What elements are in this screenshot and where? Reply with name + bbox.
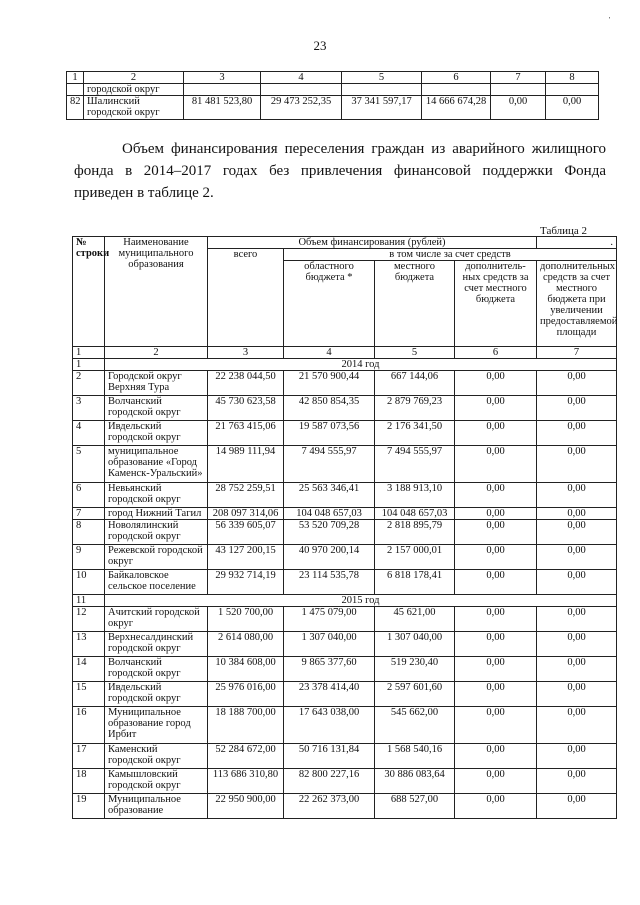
cell-mest: 519 230,40 bbox=[375, 657, 455, 682]
table-1-header-row bbox=[67, 72, 599, 84]
cell-obl: 42 850 854,35 bbox=[284, 396, 375, 421]
table-row bbox=[73, 607, 617, 632]
cell-mest: 667 144,06 bbox=[375, 371, 455, 396]
cell-dop2: 0,00 bbox=[537, 446, 617, 483]
cell-dop: 0,00 bbox=[455, 371, 537, 396]
cell-name: Каменский городской округ bbox=[105, 744, 208, 769]
cell-dop2: 0,00 bbox=[537, 371, 617, 396]
table-row bbox=[73, 707, 617, 744]
cell-total: 10 384 608,00 bbox=[208, 657, 284, 682]
cell-obl: 53 520 709,28 bbox=[284, 520, 375, 545]
cell-num: 7 bbox=[73, 508, 105, 520]
col-num: 7 bbox=[537, 347, 617, 359]
cell-total: 208 097 314,06 bbox=[208, 508, 284, 520]
cell-obl: 40 970 200,14 bbox=[284, 545, 375, 570]
cell-mest: 545 662,00 bbox=[375, 707, 455, 744]
cell-num: 15 bbox=[73, 682, 105, 707]
header-dot: . bbox=[537, 237, 617, 249]
cell-name: Ивдельский городской округ bbox=[105, 682, 208, 707]
cell-dop: 0,00 bbox=[455, 632, 537, 657]
cell-mest: 688 527,00 bbox=[375, 794, 455, 819]
cell-value: 14 666 674,28 bbox=[422, 96, 491, 120]
table-row bbox=[73, 794, 617, 819]
cell-dop: 0,00 bbox=[455, 520, 537, 545]
cell-mest: 2 597 601,60 bbox=[375, 682, 455, 707]
cell-total: 21 763 415,06 bbox=[208, 421, 284, 446]
cell-obl: 1 475 079,00 bbox=[284, 607, 375, 632]
cell-num: 3 bbox=[73, 396, 105, 421]
header-mest: местного бюджета bbox=[375, 261, 455, 347]
cell-mest: 2 157 000,01 bbox=[375, 545, 455, 570]
cell-name: Ачитский городской округ bbox=[105, 607, 208, 632]
cell-obl: 104 048 657,03 bbox=[284, 508, 375, 520]
cell-obl: 23 114 535,78 bbox=[284, 570, 375, 595]
cell-dop2: 0,00 bbox=[537, 545, 617, 570]
table-1-continuation bbox=[66, 71, 599, 120]
cell-num: 6 bbox=[73, 483, 105, 508]
cell-total: 43 127 200,15 bbox=[208, 545, 284, 570]
cell-dop: 0,00 bbox=[455, 396, 537, 421]
cell-dop: 0,00 bbox=[455, 682, 537, 707]
cell-num: 10 bbox=[73, 570, 105, 595]
cell-dop: 0,00 bbox=[455, 508, 537, 520]
table-row bbox=[73, 682, 617, 707]
cell-dop2: 0,00 bbox=[537, 744, 617, 769]
cell-obl: 22 262 373,00 bbox=[284, 794, 375, 819]
cell-name: Камышловский городской округ bbox=[105, 769, 208, 794]
cell-total: 52 284 672,00 bbox=[208, 744, 284, 769]
cell-obl: 19 587 073,56 bbox=[284, 421, 375, 446]
col-num: 5 bbox=[375, 347, 455, 359]
cell-dop2: 0,00 bbox=[537, 682, 617, 707]
cell-total: 28 752 259,51 bbox=[208, 483, 284, 508]
cell-obl: 1 307 040,00 bbox=[284, 632, 375, 657]
table-row bbox=[73, 545, 617, 570]
cell-total: 2 614 080,00 bbox=[208, 632, 284, 657]
cell-value: 29 473 252,35 bbox=[261, 96, 342, 120]
cell-value: 0,00 bbox=[491, 96, 546, 120]
col-num: 4 bbox=[284, 347, 375, 359]
col-num: 2 bbox=[105, 347, 208, 359]
cell-obl: 21 570 900,44 bbox=[284, 371, 375, 396]
table-row bbox=[67, 84, 599, 96]
cell-dop: 0,00 bbox=[455, 707, 537, 744]
cell-total: 22 238 044,50 bbox=[208, 371, 284, 396]
col-num: 1 bbox=[67, 72, 84, 84]
cell-total: 1 520 700,00 bbox=[208, 607, 284, 632]
cell-total: 18 188 700,00 bbox=[208, 707, 284, 744]
cell-dop: 0,00 bbox=[455, 607, 537, 632]
cell-mest: 7 494 555,97 bbox=[375, 446, 455, 483]
header-incl: в том числе за счет средств bbox=[284, 249, 617, 261]
year-label: 2014 год bbox=[105, 359, 617, 371]
cell-mest: 3 188 913,10 bbox=[375, 483, 455, 508]
cell-num: 4 bbox=[73, 421, 105, 446]
cell-num: 13 bbox=[73, 632, 105, 657]
cell-dop: 0,00 bbox=[455, 794, 537, 819]
table-row bbox=[67, 96, 599, 120]
cell-name: Волчанский городской округ bbox=[105, 657, 208, 682]
cell-dop2: 0,00 bbox=[537, 769, 617, 794]
table-row bbox=[73, 744, 617, 769]
col-num: 5 bbox=[342, 72, 422, 84]
col-num: 2 bbox=[84, 72, 184, 84]
cell-obl: 23 378 414,40 bbox=[284, 682, 375, 707]
cell-dop2: 0,00 bbox=[537, 657, 617, 682]
cell-mest: 2 818 895,79 bbox=[375, 520, 455, 545]
cell-name: Муниципальное образование bbox=[105, 794, 208, 819]
cell-dop: 0,00 bbox=[455, 421, 537, 446]
year-row bbox=[73, 595, 617, 607]
col-num: 6 bbox=[422, 72, 491, 84]
cell-name: Волчанский городской округ bbox=[105, 396, 208, 421]
table-row bbox=[73, 520, 617, 545]
cell-num: 16 bbox=[73, 707, 105, 744]
table-caption: Таблица 2 bbox=[540, 225, 588, 237]
cell-dop: 0,00 bbox=[455, 744, 537, 769]
year-label: 2015 год bbox=[105, 595, 617, 607]
cell-name: Верхнесалдинский городской округ bbox=[105, 632, 208, 657]
cell-total: 45 730 623,58 bbox=[208, 396, 284, 421]
cell-num: 1 bbox=[73, 359, 105, 371]
table-row bbox=[73, 570, 617, 595]
header-total: всего bbox=[208, 249, 284, 347]
cell-name: Байкаловское сельское поселение bbox=[105, 570, 208, 595]
table-row bbox=[73, 657, 617, 682]
cell-dop2: 0,00 bbox=[537, 508, 617, 520]
header-num: № строки bbox=[73, 237, 105, 347]
cell-dop2: 0,00 bbox=[537, 794, 617, 819]
cell-mest: 30 886 083,64 bbox=[375, 769, 455, 794]
cell-obl: 25 563 346,41 bbox=[284, 483, 375, 508]
cell-name: Ивдельский городской округ bbox=[105, 421, 208, 446]
cell-num: 17 bbox=[73, 744, 105, 769]
col-num: 1 bbox=[73, 347, 105, 359]
cell-name: Муниципальное образование город Ирбит bbox=[105, 707, 208, 744]
table-2 bbox=[72, 236, 617, 819]
col-num: 7 bbox=[491, 72, 546, 84]
cell-value: 37 341 597,17 bbox=[342, 96, 422, 120]
cell-dop2: 0,00 bbox=[537, 632, 617, 657]
body-paragraph: Объем финансирования переселения граждан из аварийного жилищного фонда в 2014–2017 годах без привлечения финансовой поддержки Фонда приведен в таблице 2. bbox=[74, 141, 606, 201]
cell-obl: 9 865 377,60 bbox=[284, 657, 375, 682]
cell-num: 9 bbox=[73, 545, 105, 570]
cell-value: 81 481 523,80 bbox=[184, 96, 261, 120]
table-row bbox=[73, 371, 617, 396]
cell-dop: 0,00 bbox=[455, 657, 537, 682]
cell-mest: 45 621,00 bbox=[375, 607, 455, 632]
col-num: 3 bbox=[184, 72, 261, 84]
table-row bbox=[73, 421, 617, 446]
cell-name: городской округ bbox=[84, 84, 184, 96]
cell-total: 29 932 714,19 bbox=[208, 570, 284, 595]
cell-obl: 82 800 227,16 bbox=[284, 769, 375, 794]
cell-name: муниципальное образование «Город Каменск-Уральский» bbox=[105, 446, 208, 483]
cell-mest: 6 818 178,41 bbox=[375, 570, 455, 595]
cell-name: Режевской городской округ bbox=[105, 545, 208, 570]
header-name: Наименование муниципального образования bbox=[105, 237, 208, 347]
cell-dop2: 0,00 bbox=[537, 520, 617, 545]
table-row bbox=[73, 769, 617, 794]
table-row bbox=[73, 508, 617, 520]
cell-dop2: 0,00 bbox=[537, 396, 617, 421]
cell-dop2: 0,00 bbox=[537, 707, 617, 744]
cell-total: 14 989 111,94 bbox=[208, 446, 284, 483]
cell-dop2: 0,00 bbox=[537, 607, 617, 632]
cell-num: 5 bbox=[73, 446, 105, 483]
cell-num: 11 bbox=[73, 595, 105, 607]
table-row bbox=[73, 446, 617, 483]
column-numbers-row bbox=[73, 347, 617, 359]
scan-mark: ' bbox=[609, 16, 611, 24]
cell-total: 22 950 900,00 bbox=[208, 794, 284, 819]
cell-num: 19 bbox=[73, 794, 105, 819]
cell-obl: 17 643 038,00 bbox=[284, 707, 375, 744]
cell-name: Новолялинский городской округ bbox=[105, 520, 208, 545]
cell-dop: 0,00 bbox=[455, 483, 537, 508]
cell-name: Городской округ Верхняя Тура bbox=[105, 371, 208, 396]
page-number: 23 bbox=[313, 38, 327, 53]
cell-dop2: 0,00 bbox=[537, 483, 617, 508]
cell-total: 25 976 016,00 bbox=[208, 682, 284, 707]
table-row bbox=[73, 396, 617, 421]
table-2-header-row bbox=[73, 237, 617, 249]
cell-name: Невьянский городской округ bbox=[105, 483, 208, 508]
cell-name: город Нижний Тагил bbox=[105, 508, 208, 520]
cell-num: 12 bbox=[73, 607, 105, 632]
header-volume: Объем финансирования (рублей) bbox=[208, 237, 537, 249]
cell-dop2: 0,00 bbox=[537, 421, 617, 446]
cell-dop2: 0,00 bbox=[537, 570, 617, 595]
cell-obl: 50 716 131,84 bbox=[284, 744, 375, 769]
table-row bbox=[73, 483, 617, 508]
cell-mest: 2 176 341,50 bbox=[375, 421, 455, 446]
cell-total: 56 339 605,07 bbox=[208, 520, 284, 545]
cell-value: 0,00 bbox=[546, 96, 599, 120]
cell-mest: 104 048 657,03 bbox=[375, 508, 455, 520]
cell-dop: 0,00 bbox=[455, 446, 537, 483]
cell-dop: 0,00 bbox=[455, 545, 537, 570]
cell-mest: 1 307 040,00 bbox=[375, 632, 455, 657]
col-num: 4 bbox=[261, 72, 342, 84]
header-obl: областного бюджета * bbox=[284, 261, 375, 347]
cell-mest: 2 879 769,23 bbox=[375, 396, 455, 421]
cell-obl: 7 494 555,97 bbox=[284, 446, 375, 483]
cell-name: Шалинский городской округ bbox=[84, 96, 184, 120]
col-num: 3 bbox=[208, 347, 284, 359]
table-row bbox=[73, 632, 617, 657]
cell-num: 82 bbox=[67, 96, 84, 120]
cell-num: 18 bbox=[73, 769, 105, 794]
cell-num: 2 bbox=[73, 371, 105, 396]
header-dop: дополнитель-ных средств за счет местного бюджета bbox=[455, 261, 537, 347]
year-row bbox=[73, 359, 617, 371]
header-dop2: дополнительных средств за счет местного бюджета при увеличении предоставляемой площади bbox=[537, 261, 617, 347]
cell-mest: 1 568 540,16 bbox=[375, 744, 455, 769]
col-num: 8 bbox=[546, 72, 599, 84]
cell-num: 8 bbox=[73, 520, 105, 545]
col-num: 6 bbox=[455, 347, 537, 359]
cell-dop: 0,00 bbox=[455, 769, 537, 794]
cell-num: 14 bbox=[73, 657, 105, 682]
cell-dop: 0,00 bbox=[455, 570, 537, 595]
cell-total: 113 686 310,80 bbox=[208, 769, 284, 794]
